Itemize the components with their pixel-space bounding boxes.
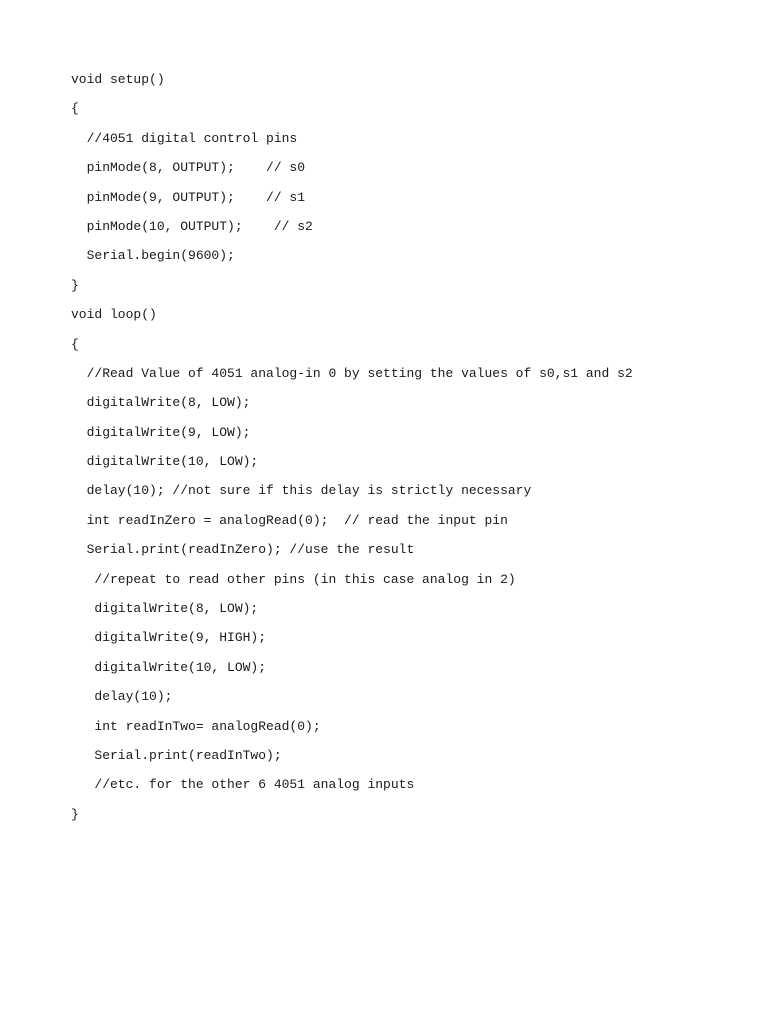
code-line: void setup() (71, 72, 165, 87)
code-line: digitalWrite(10, LOW); (71, 659, 267, 675)
code-line: //Read Value of 4051 analog-in 0 by setting the values of s0,s1 and s2 (71, 365, 633, 381)
code-line: pinMode(9, OUTPUT); // s1 (71, 189, 306, 205)
code-line: int readInZero = analogRead(0); // read the input pin (71, 512, 508, 528)
code-line: delay(10); //not sure if this delay is strictly necessary (71, 483, 532, 499)
code-line: int readInTwo= analogRead(0); (71, 718, 321, 734)
code-line: pinMode(10, OUTPUT); // s2 (71, 218, 313, 234)
code-line: digitalWrite(8, LOW); (71, 395, 251, 411)
code-line: digitalWrite(10, LOW); (71, 454, 259, 470)
code-line: digitalWrite(8, LOW); (71, 601, 259, 617)
code-line: } (71, 277, 79, 293)
code-line: Serial.print(readInZero); //use the result (71, 542, 415, 558)
code-line: delay(10); (71, 689, 173, 705)
code-line: void loop() (71, 307, 157, 323)
code-line: //repeat to read other pins (in this case analog in 2) (71, 571, 516, 587)
code-line: Serial.print(readInTwo); (71, 747, 282, 763)
code-line: //4051 digital control pins (71, 130, 298, 146)
code-line: //etc. for the other 6 4051 analog inputs (71, 777, 415, 793)
code-line: pinMode(8, OUTPUT); // s0 (71, 160, 306, 176)
code-line: digitalWrite(9, LOW); (71, 424, 251, 440)
code-line: { (71, 101, 79, 117)
code-line: digitalWrite(9, HIGH); (71, 630, 267, 646)
code-listing (71, 71, 633, 835)
code-line: Serial.begin(9600); (71, 248, 235, 264)
code-line: } (71, 806, 79, 822)
code-line: { (71, 336, 79, 352)
